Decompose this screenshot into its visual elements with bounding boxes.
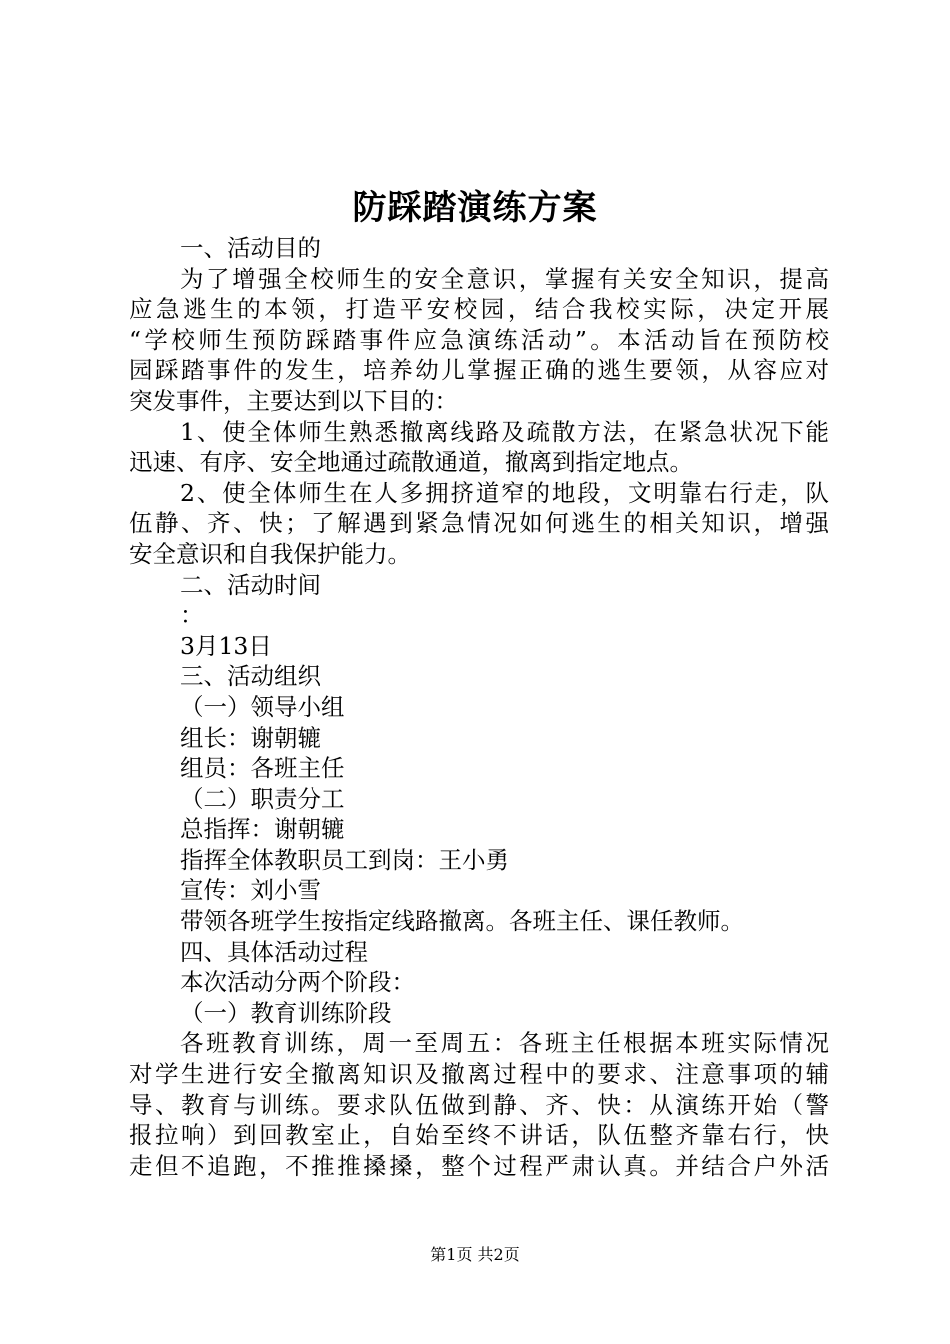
subsection-heading: （一）教育训练阶段 [180,998,392,1027]
paragraph-line: ： [180,601,204,630]
paragraph-line: 各班教育训练，周一至周五：各班主任根据本班实际情况 [180,1029,829,1058]
section-heading-time: 二、活动时间 [180,570,321,599]
paragraph-line: 园踩踏事件的发生，培养幼儿掌握正确的逃生要领，从容应对 [129,356,829,385]
paragraph-line: 为了增强全校师生的安全意识，掌握有关安全知识，提高 [180,264,829,293]
paragraph-line: 走但不追跑，不推推搡搡，整个过程严肃认真。并结合户外活 [129,1151,829,1180]
section-heading-organization: 三、活动组织 [180,662,321,691]
paragraph-line: 组长：谢朝辘 [180,723,321,752]
section-heading-process: 四、具体活动过程 [180,937,368,966]
paragraph-line: 迅速、有序、安全地通过疏散通道，撤离到指定地点。 [129,448,693,477]
paragraph-line: 本次活动分两个阶段： [180,968,415,997]
paragraph-line: 应急逃生的本领，打造平安校园，结合我校实际，决定开展 [129,295,829,324]
paragraph-line: 宣传：刘小雪 [180,876,321,905]
paragraph-line: 对学生进行安全撤离知识及撤离过程中的要求、注意事项的辅 [129,1060,829,1089]
section-heading-purpose: 一、活动目的 [180,234,321,262]
paragraph-line: 总指挥：谢朝辘 [180,815,345,844]
paragraph-line: 报拉响）到回教室止，自始至终不讲话，队伍整齐靠右行，快 [129,1121,829,1150]
paragraph-line: 安全意识和自我保护能力。 [129,539,411,568]
paragraph-line: 突发事件，主要达到以下目的： [129,386,458,415]
paragraph-line: “学校师生预防踩踏事件应急演练活动”。本活动旨在预防校 [129,325,829,354]
document-body [129,233,829,1181]
subsection-heading: （二）职责分工 [180,784,345,813]
subsection-heading: （一）领导小组 [180,692,345,721]
paragraph-line: 带领各班学生按指定线路撤离。各班主任、课任教师。 [180,907,744,936]
document-title: 防踩踏演练方案 [352,188,598,228]
paragraph-line: 伍静、齐、快；了解遇到紧急情况如何逃生的相关知识，增强 [129,509,829,538]
page-number-footer: 第1页 共2页 [430,1245,520,1264]
paragraph-line: 2、使全体师生在人多拥挤道窄的地段，文明靠右行走，队 [180,478,829,507]
paragraph-line: 指挥全体教职员工到岗：王小勇 [180,845,509,874]
paragraph-line: 导、教育与训练。要求队伍做到静、齐、快：从演练开始（警 [129,1090,829,1119]
activity-date: 3月13日 [180,631,272,660]
paragraph-line: 1、使全体师生熟悉撤离线路及疏散方法，在紧急状况下能 [180,417,829,446]
paragraph-line: 组员：各班主任 [180,754,345,783]
